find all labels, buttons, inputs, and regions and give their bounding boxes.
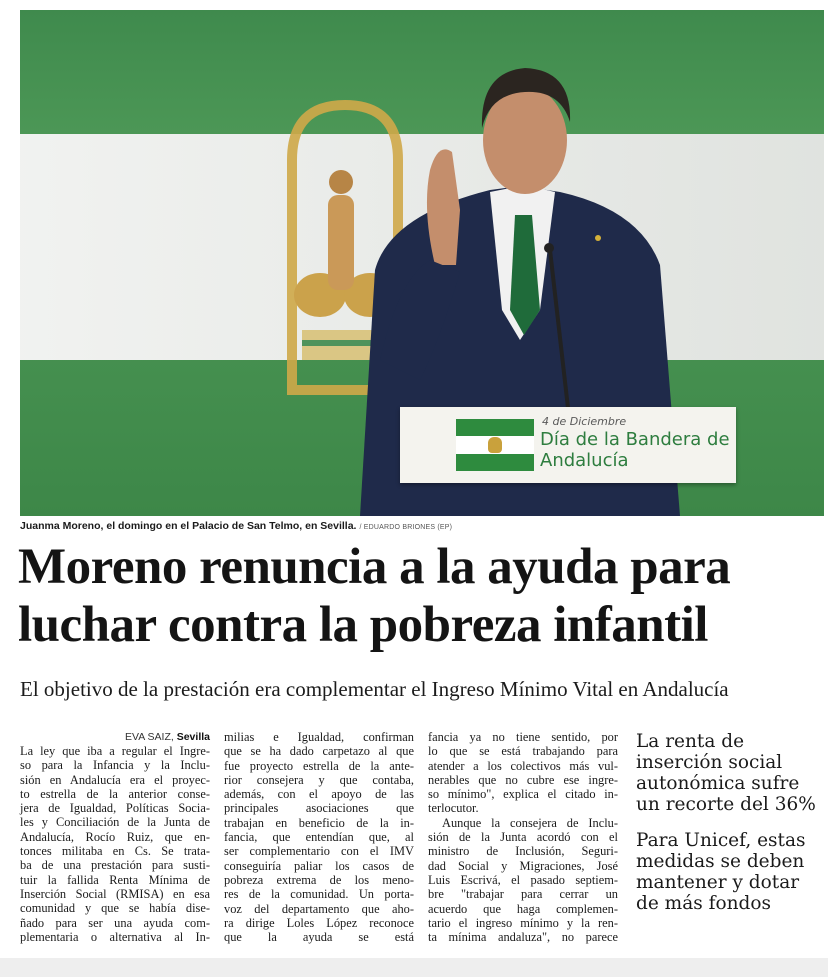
column-line: so para la Infancia y la Inclu- xyxy=(20,758,210,773)
column-line: rior consejera y que contaba, xyxy=(224,772,414,787)
headline xyxy=(18,538,818,654)
column-line: que la ayuda se está xyxy=(224,930,414,945)
photo-caption xyxy=(20,520,452,532)
column-3-text xyxy=(428,730,618,944)
column-line: to estrella de la anterior conse- xyxy=(20,786,210,801)
column-line: trabajan en beneficio de la in- xyxy=(224,815,414,830)
column-line: dad Social y Migraciones, José xyxy=(428,858,618,873)
column-line: Aunque la consejera de Inclu- xyxy=(442,815,618,830)
byline xyxy=(20,730,210,744)
article-column-1 xyxy=(20,730,210,944)
article-column-3 xyxy=(428,730,618,944)
column-line: tuir la fallida Renta Mínima de xyxy=(20,872,210,887)
news-photo xyxy=(20,10,824,516)
photo-credit: / EDUARDO BRIONES (EP) xyxy=(359,524,453,531)
column-line: res de la comunidad. Un porta- xyxy=(224,887,414,902)
column-line: fue proyecto estrella de la ante- xyxy=(224,758,414,773)
highlight-quote-1: La renta de inserción social autonómica sufre un recorte del 36% xyxy=(636,731,816,815)
column-2-text xyxy=(224,730,414,944)
column-line: ñado para ser una ayuda com- xyxy=(20,915,210,930)
column-line: pobreza extrema de los meno- xyxy=(224,872,414,887)
column-line: tario el ingreso mínimo y la ren- xyxy=(428,915,618,930)
column-line: que se ha dado carpetazo al que xyxy=(224,744,414,759)
column-line: ministro de Inclusión, Seguri- xyxy=(428,844,618,859)
column-line: atender a los colectivos más vul- xyxy=(428,758,618,773)
column-line: sión de la Junta acordó con el xyxy=(428,830,618,845)
highlight-quote-2: Para Unicef, estas medidas se deben mantener y dotar de más fondos xyxy=(636,830,806,914)
lectern-title: Día de la Bandera de Andalucía xyxy=(540,429,730,471)
column-line: además, con el apoyo de las xyxy=(224,787,414,802)
column-line: acuerdo que haga complemen- xyxy=(428,901,618,916)
caption-text: Juanma Moreno, el domingo en el Palacio de San Telmo, en Sevilla. xyxy=(20,520,357,532)
column-line: bre "trabajar para cerrar un xyxy=(428,887,618,902)
column-line: voz del departamento que aho- xyxy=(224,901,414,916)
bottom-bar xyxy=(0,958,828,977)
column-line: conseguiría paliar los casos de xyxy=(224,858,414,873)
column-line: Inserción Social (RMISA) en esa xyxy=(20,886,210,901)
andalusian-flag-icon xyxy=(456,419,534,471)
column-line: Luis Escrivá, el pasado septiem- xyxy=(428,872,618,887)
column-line: La ley que iba a regular el Ingre- xyxy=(20,744,210,758)
column-line: ba de una prestación para susti- xyxy=(20,858,210,873)
article-column-2 xyxy=(224,730,414,944)
column-line: principales asociaciones que xyxy=(224,801,414,816)
column-line: ta mínima andaluza", no parece xyxy=(428,930,618,945)
column-line: ra dirige Loles López reconoce xyxy=(224,915,414,930)
column-line: jera de Igualdad, Políticas Socia- xyxy=(20,801,210,816)
column-line: so mínimo", explica el citado in- xyxy=(428,787,618,802)
column-line: tonces militaba en Cs. Se trata- xyxy=(20,844,210,859)
column-line: comunidad y que se había dise- xyxy=(20,901,210,916)
column-line: sión en Andalucía era el proyec- xyxy=(20,772,210,787)
headline-line-1: Moreno renuncia a la ayuda para xyxy=(18,539,731,595)
column-line: lo que se está trabajando para xyxy=(428,744,618,759)
column-line: terlocutor. xyxy=(428,801,479,816)
column-line: milias e Igualdad, confirman xyxy=(224,730,414,744)
subtitle: El objetivo de la prestación era complementar el Ingreso Mínimo Vital en Andalucía xyxy=(20,677,729,701)
column-1-text xyxy=(20,744,210,944)
column-line: Andalucía, Rocío Ruiz, que en- xyxy=(20,829,210,844)
lectern-date: 4 de Diciembre xyxy=(542,415,627,428)
lectern-sign xyxy=(400,407,736,483)
column-line: fancia ya no tiene sentido, por xyxy=(428,730,618,744)
column-line: nerables que no cubre ese ingre- xyxy=(428,772,618,787)
column-line: ser complementario con el IMV xyxy=(224,844,414,859)
byline-author: EVA SAIZ, xyxy=(124,731,174,743)
column-line: les y Conciliación de la Junta de xyxy=(20,815,210,830)
column-line: plementaria o alternativa al In- xyxy=(20,929,210,944)
column-line: fancia, que entendían que, al xyxy=(224,830,414,845)
byline-city: Sevilla xyxy=(176,731,210,743)
headline-line-2: luchar contra la pobreza infantil xyxy=(18,597,708,653)
